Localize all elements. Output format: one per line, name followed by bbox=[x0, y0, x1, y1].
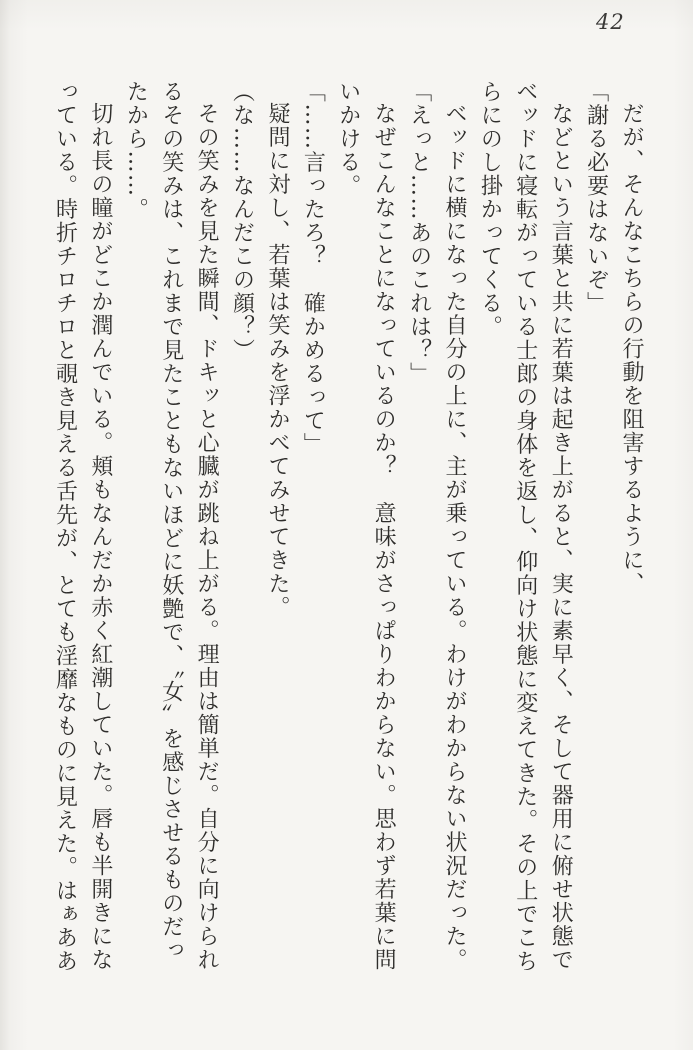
text-line: らにのし掛かってくる。 bbox=[477, 80, 503, 339]
text-line: いかける。 bbox=[335, 80, 361, 198]
text-line: るその笑みは、これまで見たこともないほどに妖艶で、〝女〟を感じさせるものだっ bbox=[158, 80, 184, 962]
text-line: ベッドに横になった自分の上に、主が乗っている。わけがわからない状況だった。 bbox=[441, 102, 467, 972]
text-block bbox=[47, 80, 649, 980]
text-line: 切れ長の瞳がどこか潤んでいる。頬もなんだか赤く紅潮していた。唇も半開きにな bbox=[87, 102, 113, 972]
text-line: 「謝る必要はないぞ」 bbox=[583, 80, 609, 315]
page-number: 42 bbox=[596, 10, 625, 34]
text-line: だが、そんなこちらの行動を阻害するように、 bbox=[619, 102, 644, 596]
text-line: っている。時折チロチロと覗き見える舌先が、とても淫靡なものに見えた。はぁああ bbox=[52, 80, 78, 973]
text-line: （な……なんだこの顔？） bbox=[229, 80, 255, 362]
text-line: 「……言ったろ？ 確かめるって」 bbox=[300, 80, 326, 456]
text-line: 「えっと……あのこれは？」 bbox=[406, 80, 432, 386]
text-line: たから……。 bbox=[123, 80, 149, 221]
text-line: なぜこんなことになっているのか？ 意味がさっぱりわからない。思わず若葉に問 bbox=[371, 102, 397, 972]
text-line: などという言葉と共に若葉は起き上がると、実に素早く、そして器用に俯せ状態で bbox=[548, 102, 574, 972]
text-line: ベッドに寝転がっている士郎の身体を返し、仰向け状態に変えてきた。その上でこち bbox=[512, 80, 538, 973]
text-line: その笑みを見た瞬間、ドキッと心臓が跳ね上がる。理由は簡単だ。自分に向けられ bbox=[194, 102, 220, 972]
text-line: 疑問に対し、若葉は笑みを浮かべてみせてきた。 bbox=[264, 102, 290, 619]
